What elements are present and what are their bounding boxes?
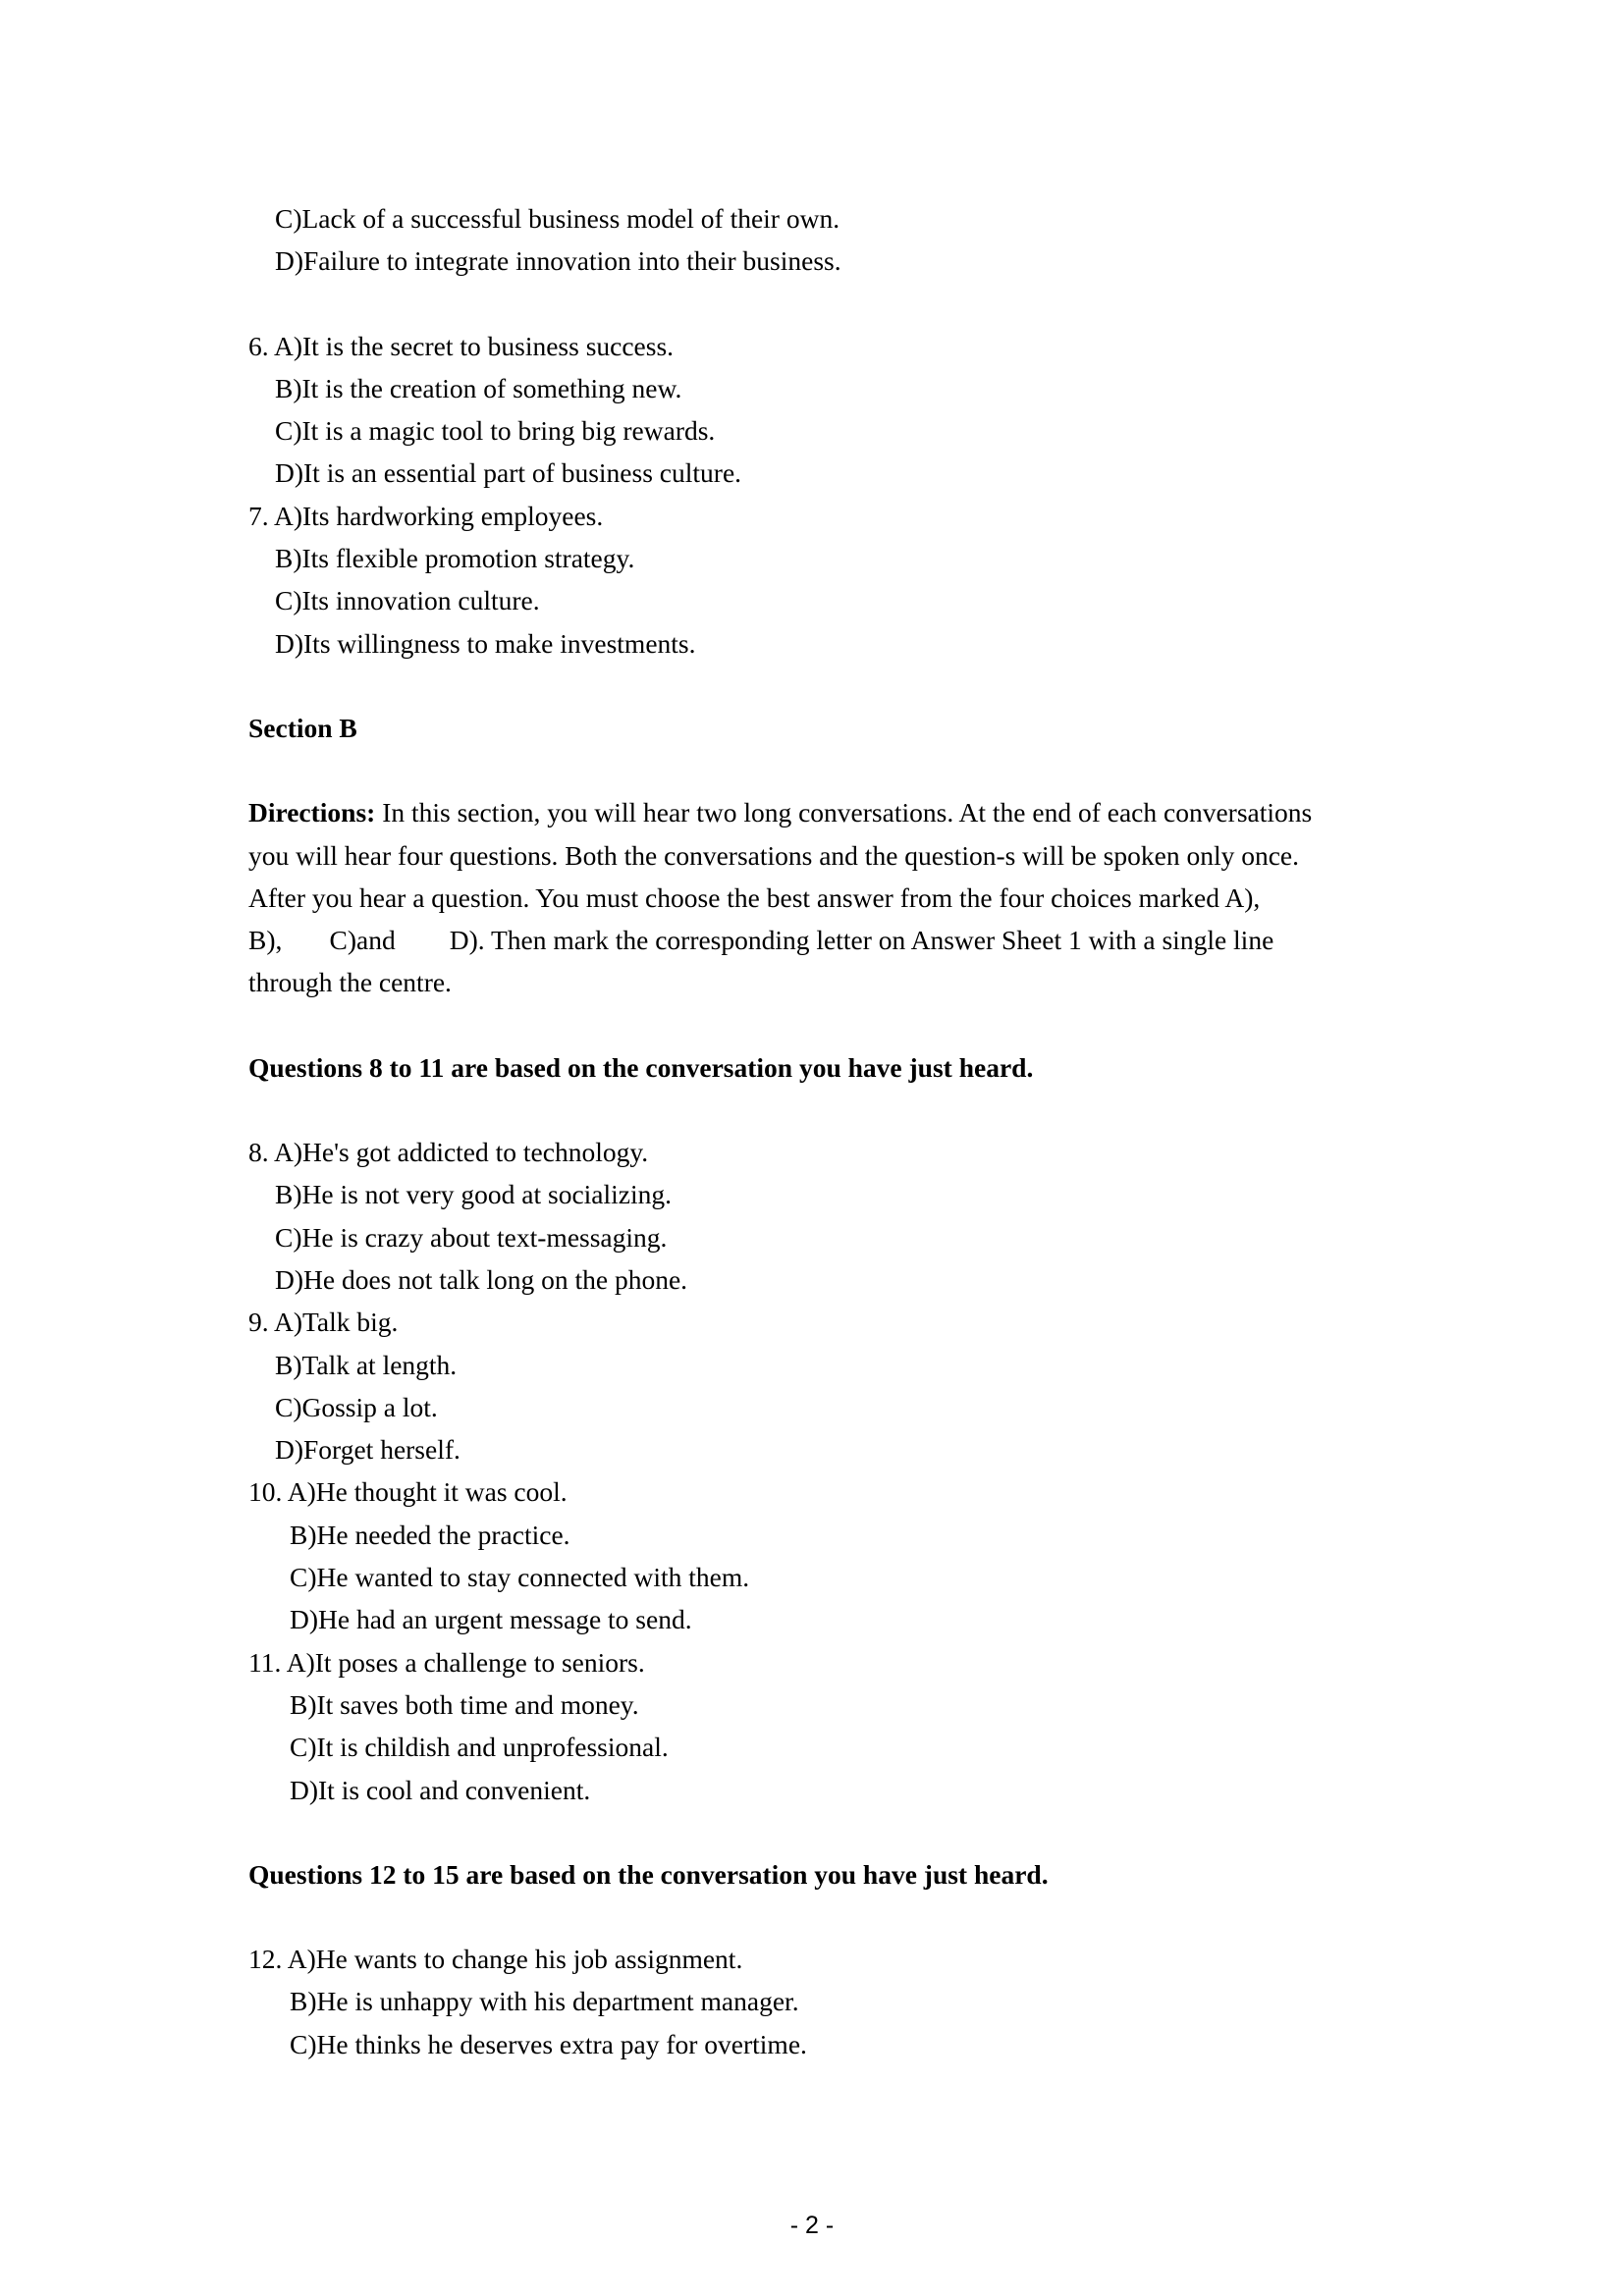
option-line: B)He is not very good at socializing. [275, 1179, 673, 1210]
directions-line-1 [248, 791, 1312, 833]
option-line: D)Its willingness to make investments. [275, 627, 696, 659]
question-line: 7. A)Its hardworking employees. [248, 500, 604, 531]
option-line: B)It saves both time and money. [290, 1688, 639, 1720]
option-line: C)He thinks he deserves extra pay for overtime. [290, 2028, 807, 2059]
question-line: 12. A)He wants to change his job assignment. [248, 1944, 743, 1975]
option-line: D)He does not talk long on the phone. [275, 1263, 688, 1295]
option-line: C)It is childish and unprofessional. [290, 1732, 669, 1763]
option-line: D)It is cool and convenient. [290, 1774, 591, 1805]
option-line: C)He is crazy about text-messaging. [275, 1221, 668, 1253]
section-b-heading: Section B [248, 712, 357, 743]
option-line: D)Forget herself. [275, 1434, 460, 1466]
question-line: 10. A)He thought it was cool. [248, 1476, 568, 1508]
question-line: 6. A)It is the secret to business success. [248, 330, 675, 361]
question-group [248, 1938, 1312, 2065]
directions-paragraph [248, 791, 1312, 1003]
option-line: B)Talk at length. [275, 1349, 458, 1380]
conversation-heading: Questions 12 to 15 are based on the conversation you have just heard. [248, 1858, 1049, 1890]
directions-label: Directions: [248, 797, 376, 828]
carryover-options [248, 197, 1312, 283]
question-line: 11. A)It poses a challenge to seniors. [248, 1646, 645, 1678]
directions-line-2: you will hear four questions. Both the conversations and the question-s will be spoken only once. [248, 839, 1300, 871]
carryover-option-line: C)Lack of a successful business model of their own. [275, 203, 840, 234]
option-line: C)Its innovation culture. [275, 585, 540, 616]
questions-6-7 [248, 325, 1312, 665]
option-line: B)He is unhappy with his department manager. [290, 1986, 799, 2017]
page-number: - 2 - [789, 2212, 835, 2239]
option-line: D)It is an essential part of business culture. [275, 457, 742, 489]
directions-line-3: After you hear a question. You must choose the best answer from the four choices marked A), [248, 881, 1261, 913]
page-content [248, 197, 1312, 2065]
conversation-heading: Questions 8 to 11 are based on the conversation you have just heard. [248, 1051, 1034, 1083]
option-line: C)It is a magic tool to bring big rewards. [275, 415, 716, 447]
question-line: 9. A)Talk big. [248, 1307, 399, 1338]
directions-line-5: through the centre. [248, 967, 452, 998]
question-group [248, 1131, 1312, 1811]
option-line: C)He wanted to stay connected with them. [290, 1562, 750, 1593]
conversation-blocks [248, 1046, 1312, 2065]
carryover-option-line: D)Failure to integrate innovation into their business. [275, 245, 841, 277]
question-line: 8. A)He's got addicted to technology. [248, 1137, 649, 1168]
option-line: B)Its flexible promotion strategy. [275, 543, 635, 574]
option-line: C)Gossip a lot. [275, 1391, 438, 1422]
directions-line-1-text: In this section, you will hear two long conversations. At the end of each conversations [375, 797, 1313, 828]
option-line: B)He needed the practice. [290, 1519, 570, 1550]
directions-line-4: B), C)and D). Then mark the corresponding letter on Answer Sheet 1 with a single line [248, 925, 1274, 956]
option-line: D)He had an urgent message to send. [290, 1604, 692, 1635]
option-line: B)It is the creation of something new. [275, 372, 682, 403]
